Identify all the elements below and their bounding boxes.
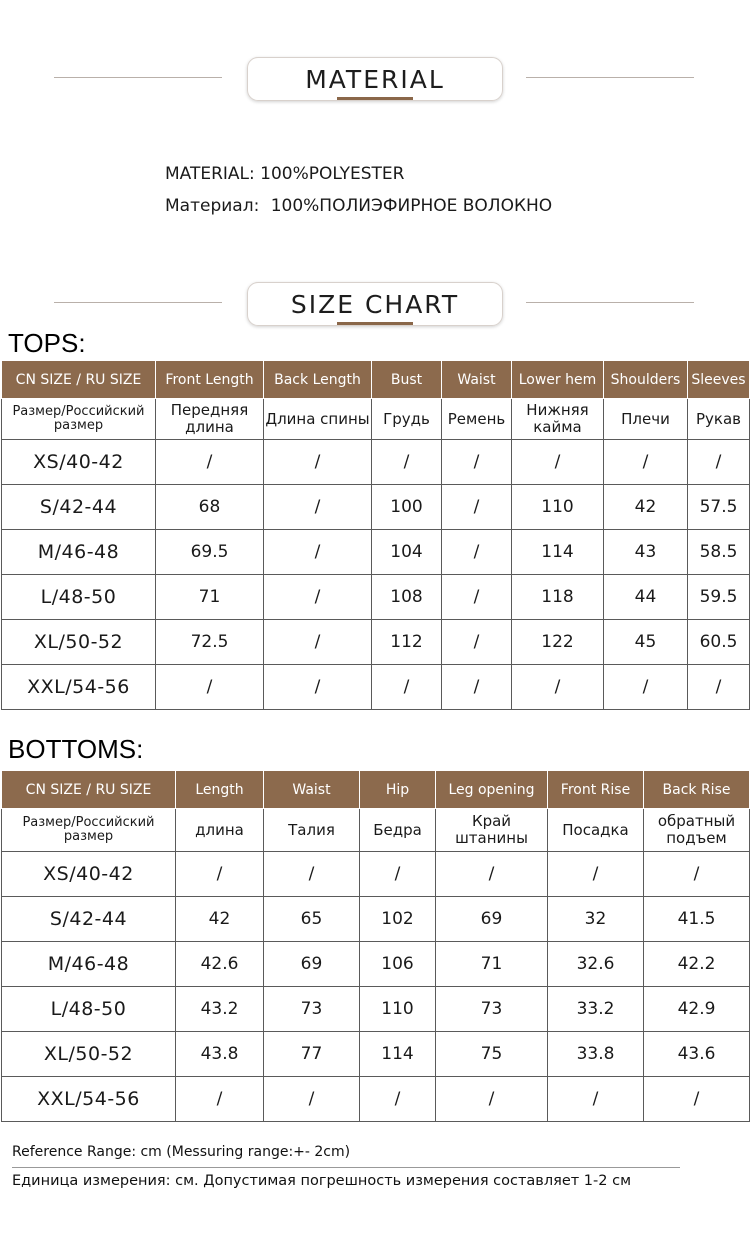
tops-value-cell: /	[264, 485, 372, 530]
bottoms-size-table	[1, 770, 750, 1122]
bottoms-value-cell: 65	[264, 897, 360, 942]
bottoms-value-cell: /	[644, 852, 750, 897]
tops-value-cell: 45	[604, 620, 688, 665]
tops-value-cell: 57.5	[688, 485, 750, 530]
bottoms-value-cell: 69	[264, 942, 360, 987]
bottoms-header-length: Length	[176, 771, 264, 809]
tops-value-cell: /	[688, 440, 750, 485]
bottoms-value-cell: 32	[548, 897, 644, 942]
heading-accent-bar	[337, 322, 413, 325]
reference-range-en: Reference Range: cm (Messuring range:+- 2cm)	[12, 1144, 351, 1160]
bottoms-ru-header-length: длина	[176, 809, 264, 852]
divider-left	[54, 302, 222, 303]
bottoms-value-cell: 32.6	[548, 942, 644, 987]
bottoms-value-cell: 42.2	[644, 942, 750, 987]
tops-ru-header-sleeves: Рукав	[688, 399, 750, 440]
tops-value-cell: 122	[512, 620, 604, 665]
bottoms-header-row	[2, 771, 750, 809]
tops-value-cell: 110	[512, 485, 604, 530]
tops-size-cell: S/42-44	[2, 485, 156, 530]
bottoms-value-cell: /	[360, 1077, 436, 1122]
tops-value-cell: /	[264, 440, 372, 485]
bottoms-ru-header-size: Размер/Российский размер	[2, 809, 176, 852]
bottoms-ru-header-front-rise: Посадка	[548, 809, 644, 852]
tops-value-cell: /	[604, 440, 688, 485]
bottoms-value-cell: /	[548, 852, 644, 897]
tops-value-cell: /	[156, 440, 264, 485]
bottoms-value-cell: /	[436, 1077, 548, 1122]
tops-value-cell: 100	[372, 485, 442, 530]
tops-value-cell: /	[442, 530, 512, 575]
bottoms-header-leg-opening: Leg opening	[436, 771, 548, 809]
tops-value-cell: /	[442, 665, 512, 710]
bottoms-value-cell: 102	[360, 897, 436, 942]
bottoms-size-cell: XS/40-42	[2, 852, 176, 897]
bottoms-value-cell: 69	[436, 897, 548, 942]
material-ru-value: 100%ПОЛИЭФИРНОЕ ВОЛОКНО	[270, 196, 553, 216]
bottoms-value-cell: /	[548, 1077, 644, 1122]
tops-ru-header-size: Размер/Российский размер	[2, 399, 156, 440]
tops-value-cell: 72.5	[156, 620, 264, 665]
bottoms-value-cell: /	[264, 1077, 360, 1122]
bottoms-value-cell: 41.5	[644, 897, 750, 942]
heading-accent-bar	[337, 97, 413, 100]
tops-size-cell: XS/40-42	[2, 440, 156, 485]
bottoms-ru-header-hip: Бедра	[360, 809, 436, 852]
tops-value-cell: /	[156, 665, 264, 710]
tops-value-cell: 69.5	[156, 530, 264, 575]
table-row	[2, 485, 750, 530]
tops-value-cell: 112	[372, 620, 442, 665]
tops-value-cell: 44	[604, 575, 688, 620]
bottoms-value-cell: 43.6	[644, 1032, 750, 1077]
tops-value-cell: 59.5	[688, 575, 750, 620]
tops-ru-header-bust: Грудь	[372, 399, 442, 440]
bottoms-value-cell: /	[436, 852, 548, 897]
tops-size-cell: M/46-48	[2, 530, 156, 575]
table-row	[2, 1077, 750, 1122]
tops-value-cell: 43	[604, 530, 688, 575]
bottoms-value-cell: 106	[360, 942, 436, 987]
tops-ru-header-waist: Ремень	[442, 399, 512, 440]
table-row	[2, 987, 750, 1032]
bottoms-value-cell: 43.8	[176, 1032, 264, 1077]
bottoms-value-cell: 71	[436, 942, 548, 987]
tops-value-cell: /	[264, 575, 372, 620]
size-chart-heading-label: SIZE CHART	[247, 282, 503, 326]
tops-header-back-length: Back Length	[264, 361, 372, 399]
tops-value-cell: /	[264, 530, 372, 575]
bottoms-value-cell: /	[644, 1077, 750, 1122]
divider-right	[526, 77, 694, 78]
bottoms-value-cell: 42.9	[644, 987, 750, 1032]
material-ru-line	[165, 196, 552, 216]
material-en-value: 100%POLYESTER	[260, 164, 405, 184]
table-row	[2, 440, 750, 485]
tops-value-cell: /	[264, 620, 372, 665]
material-section-heading	[0, 57, 750, 101]
bottoms-value-cell: 33.8	[548, 1032, 644, 1077]
bottoms-value-cell: 42	[176, 897, 264, 942]
tops-size-table	[1, 360, 750, 710]
bottoms-size-cell: M/46-48	[2, 942, 176, 987]
tops-ru-header-row	[2, 399, 750, 440]
bottoms-value-cell: /	[176, 852, 264, 897]
table-row	[2, 1032, 750, 1077]
material-en-line	[165, 164, 404, 184]
tops-value-cell: /	[372, 440, 442, 485]
tops-value-cell: 108	[372, 575, 442, 620]
bottoms-value-cell: /	[176, 1077, 264, 1122]
tops-header-bust: Bust	[372, 361, 442, 399]
tops-value-cell: 42	[604, 485, 688, 530]
bottoms-header-size: CN SIZE / RU SIZE	[2, 771, 176, 809]
bottoms-size-cell: XL/50-52	[2, 1032, 176, 1077]
table-row	[2, 530, 750, 575]
divider-left	[54, 77, 222, 78]
bottoms-header-back-rise: Back Rise	[644, 771, 750, 809]
tops-header-sleeves: Sleeves	[688, 361, 750, 399]
tops-size-cell: XL/50-52	[2, 620, 156, 665]
tops-value-cell: /	[442, 620, 512, 665]
bottoms-header-hip: Hip	[360, 771, 436, 809]
tops-ru-header-shoulders: Плечи	[604, 399, 688, 440]
material-ru-label: Материал:	[165, 196, 260, 216]
tops-value-cell: 71	[156, 575, 264, 620]
tops-value-cell: 60.5	[688, 620, 750, 665]
tops-value-cell: 58.5	[688, 530, 750, 575]
tops-body	[2, 440, 750, 710]
bottoms-value-cell: /	[360, 852, 436, 897]
size-chart-section-heading	[0, 282, 750, 326]
tops-header-shoulders: Shoulders	[604, 361, 688, 399]
tops-size-cell: L/48-50	[2, 575, 156, 620]
bottoms-value-cell: 75	[436, 1032, 548, 1077]
tops-title: TOPS:	[8, 328, 86, 358]
bottoms-ru-header-waist: Талия	[264, 809, 360, 852]
bottoms-body	[2, 852, 750, 1122]
tops-header-waist: Waist	[442, 361, 512, 399]
bottoms-value-cell: 77	[264, 1032, 360, 1077]
tops-ru-header-front-length: Передняя длина	[156, 399, 264, 440]
bottoms-header-waist: Waist	[264, 771, 360, 809]
tops-value-cell: /	[604, 665, 688, 710]
bottoms-size-cell: S/42-44	[2, 897, 176, 942]
bottoms-header-front-rise: Front Rise	[548, 771, 644, 809]
reference-range-ru: Единица измерения: см. Допустимая погрешность измерения составляет 1-2 см	[12, 1173, 632, 1189]
bottoms-value-cell: 73	[436, 987, 548, 1032]
tops-header-front-length: Front Length	[156, 361, 264, 399]
tops-value-cell: 68	[156, 485, 264, 530]
tops-value-cell: /	[512, 440, 604, 485]
bottoms-value-cell: 114	[360, 1032, 436, 1077]
bottoms-size-cell: L/48-50	[2, 987, 176, 1032]
tops-ru-header-back-length: Длина спины	[264, 399, 372, 440]
table-row	[2, 897, 750, 942]
tops-header-lower-hem: Lower hem	[512, 361, 604, 399]
table-row	[2, 575, 750, 620]
tops-header-row	[2, 361, 750, 399]
bottoms-value-cell: 110	[360, 987, 436, 1032]
bottoms-value-cell: 33.2	[548, 987, 644, 1032]
tops-ru-header-lower-hem: Нижняя кайма	[512, 399, 604, 440]
bottoms-value-cell: 73	[264, 987, 360, 1032]
tops-value-cell: /	[372, 665, 442, 710]
tops-value-cell: 114	[512, 530, 604, 575]
tops-value-cell: /	[512, 665, 604, 710]
table-row	[2, 620, 750, 665]
divider-right	[526, 302, 694, 303]
tops-value-cell: /	[442, 440, 512, 485]
tops-value-cell: 118	[512, 575, 604, 620]
bottoms-size-cell: XXL/54-56	[2, 1077, 176, 1122]
tops-value-cell: /	[264, 665, 372, 710]
tops-value-cell: /	[442, 575, 512, 620]
table-row	[2, 665, 750, 710]
bottoms-value-cell: 42.6	[176, 942, 264, 987]
bottoms-ru-header-back-rise: обратный подъем	[644, 809, 750, 852]
material-en-label: MATERIAL:	[165, 164, 255, 184]
table-row	[2, 852, 750, 897]
bottoms-ru-header-leg-opening: Край штанины	[436, 809, 548, 852]
bottoms-value-cell: /	[264, 852, 360, 897]
bottoms-value-cell: 43.2	[176, 987, 264, 1032]
tops-value-cell: 104	[372, 530, 442, 575]
tops-value-cell: /	[442, 485, 512, 530]
table-row	[2, 942, 750, 987]
tops-header-size: CN SIZE / RU SIZE	[2, 361, 156, 399]
reference-divider	[12, 1167, 680, 1168]
bottoms-ru-header-row	[2, 809, 750, 852]
bottoms-title: BOTTOMS:	[8, 734, 144, 764]
tops-size-cell: XXL/54-56	[2, 665, 156, 710]
material-heading-label: MATERIAL	[247, 57, 503, 101]
tops-value-cell: /	[688, 665, 750, 710]
